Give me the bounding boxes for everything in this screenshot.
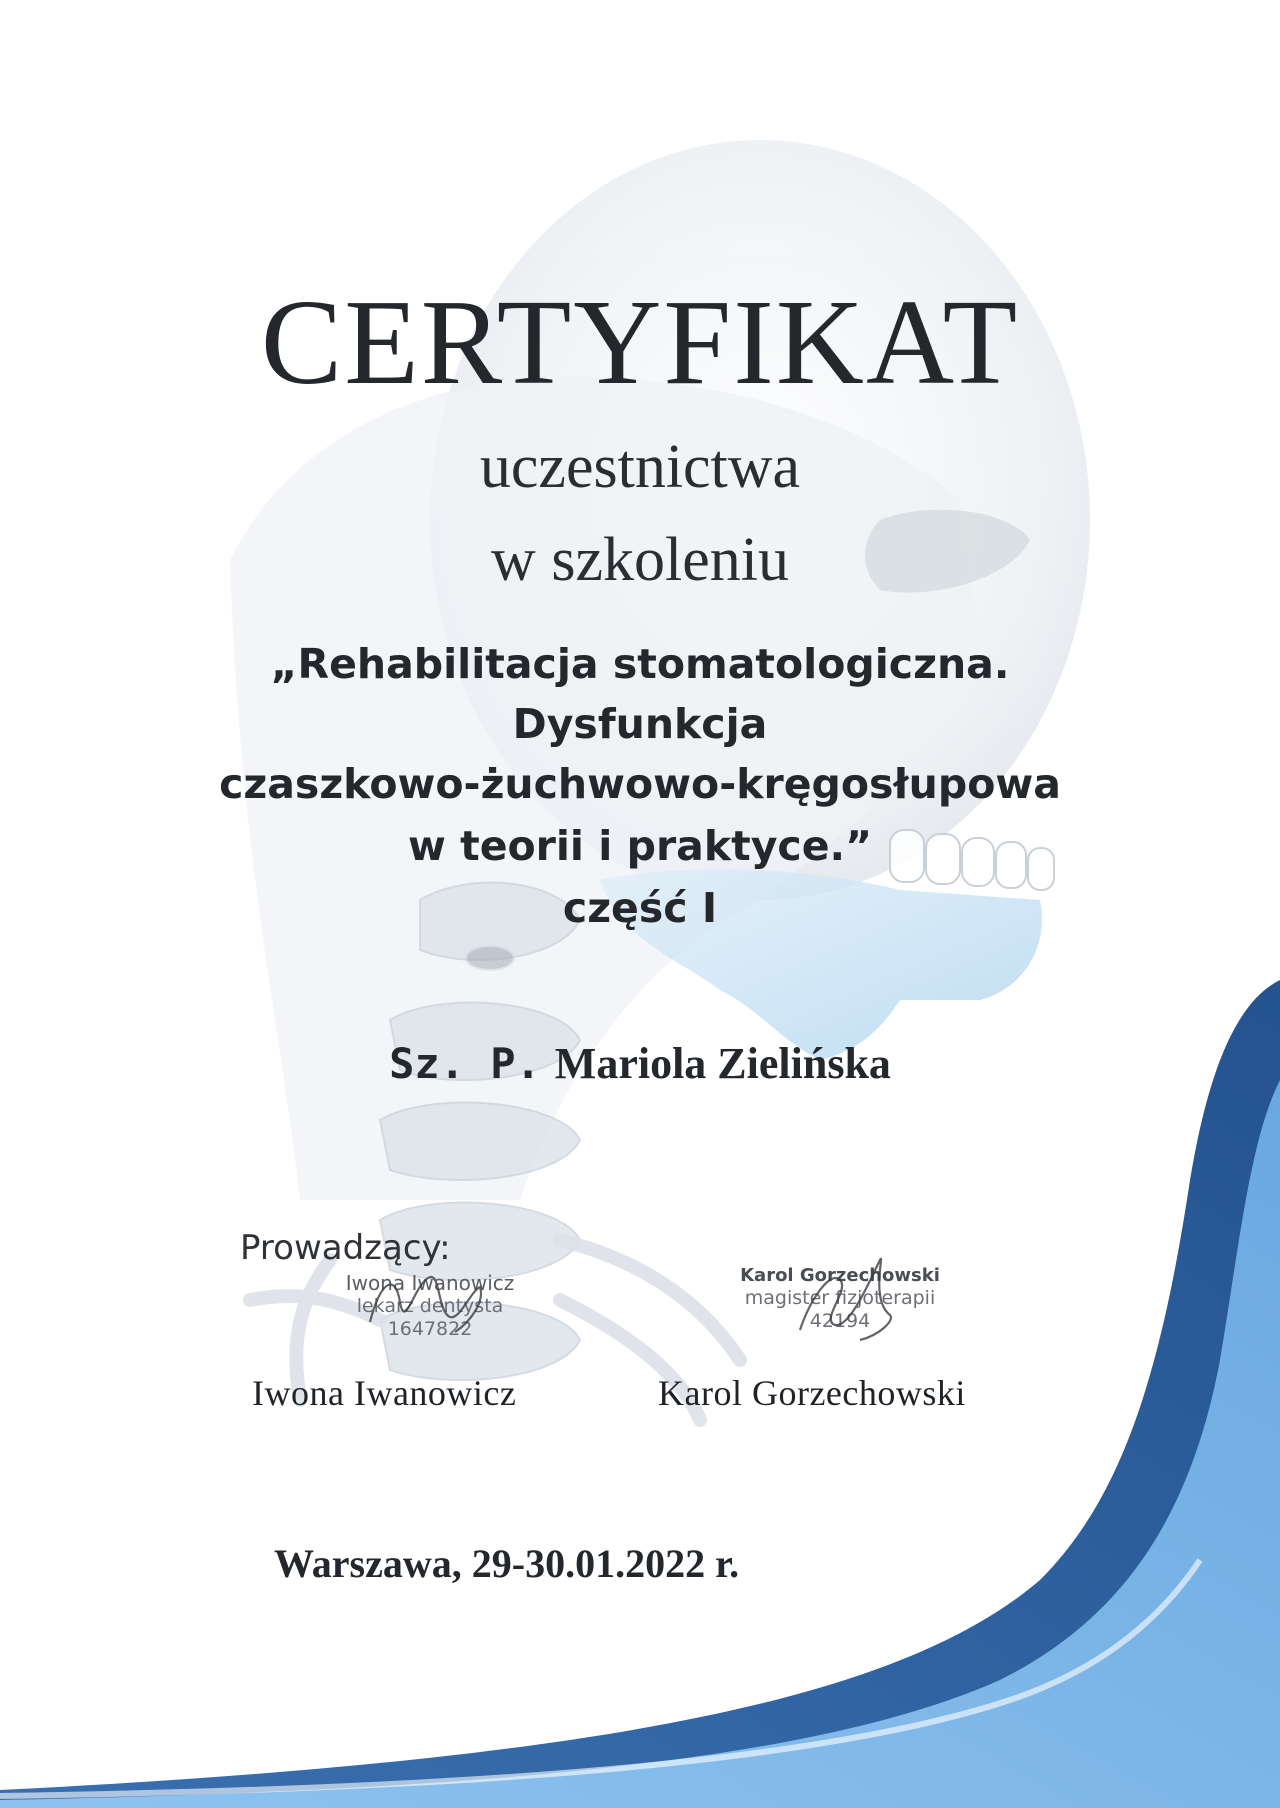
certificate-title: CERTYFIKAT [260, 275, 1020, 410]
course-title-line-2: Dysfunkcja [512, 700, 768, 748]
course-title-line-3: czaszkowo-żuchwowo-kręgosłupowa [219, 760, 1061, 808]
course-title-line-4: w teorii i praktyce.” [407, 822, 873, 870]
wave-light [0, 1080, 1280, 1808]
instructor-name-2: Karol Gorzechowski [658, 1373, 966, 1413]
place-and-date: Warszawa, 29-30.01.2022 r. [274, 1541, 740, 1586]
recipient-name: Mariola Zielińska [554, 1039, 891, 1088]
stamp-role: lekarz dentysta [356, 1295, 504, 1317]
stamp-name: Iwona Iwanowicz [345, 1271, 515, 1295]
handwritten-signature-2 [780, 1240, 910, 1350]
instructors-label: Prowadzący: [240, 1228, 451, 1268]
recipient [0, 1036, 1280, 1092]
instructor-name-1: Iwona Iwanowicz [252, 1373, 517, 1413]
stamp-name: Karol Gorzechowski [740, 1265, 940, 1286]
stamp-number: 1647822 [387, 1318, 473, 1340]
course-title-line-1: „Rehabilitacja stomatologiczna. [270, 640, 1010, 688]
course-part: część I [562, 884, 718, 932]
handwritten-signature-1 [360, 1262, 510, 1352]
stamp-number: 42194 [809, 1310, 871, 1332]
subtitle-line-1: uczestnictwa [479, 433, 801, 501]
stamp-role: magister fizjoterapii [744, 1287, 936, 1309]
salutation: Sz. P. [389, 1039, 541, 1088]
subtitle-line-2: w szkoleniu [491, 526, 789, 594]
